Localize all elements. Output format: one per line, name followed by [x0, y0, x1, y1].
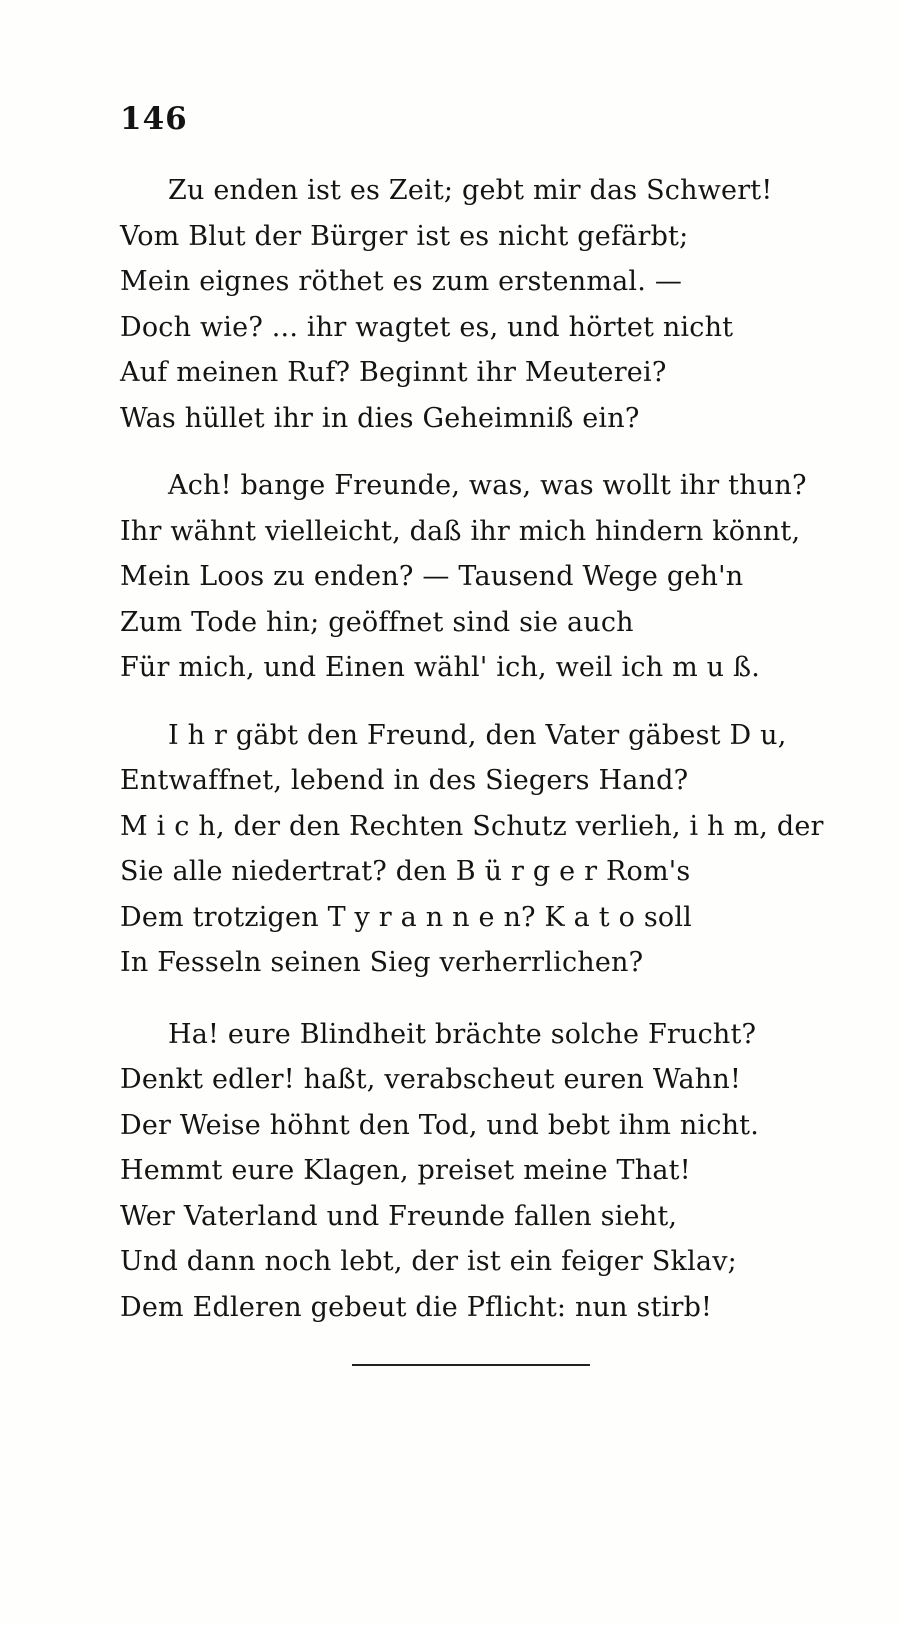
section-rule	[352, 1364, 590, 1366]
poem-line: Doch wie? ... ihr wagtet es, und hörtet nicht	[120, 311, 734, 343]
stanza-3	[120, 713, 840, 986]
poem-line: Der Weise höhnt den Tod, und bebt ihm nicht.	[120, 1109, 760, 1141]
stanza-1	[120, 168, 840, 441]
poem-line: Denkt edler! haßt, verabscheut euren Wahn!	[120, 1064, 742, 1095]
poem-line: Entwaffnet, lebend in des Siegers Hand?	[120, 765, 689, 796]
poem-line: Sie alle niedertrat? den B ü r g e r Rom's	[120, 856, 691, 887]
poem-line: Ha! eure Blindheit brächte solche Frucht?	[168, 1018, 757, 1050]
poem-line: Für mich, und Einen wähl' ich, weil ich m u ß.	[120, 652, 761, 683]
poem-line: Zum Tode hin; geöffnet sind sie auch	[120, 606, 634, 638]
poem-line: Ach! bange Freunde, was, was wollt ihr thun?	[168, 470, 807, 501]
page-number: 146	[120, 101, 188, 137]
poem-line: In Fesseln seinen Sieg verherrlichen?	[120, 947, 644, 978]
poem-line: I h r gäbt den Freund, den Vater gäbest D u,	[168, 719, 787, 751]
poem-line: Hemmt eure Klagen, preiset meine That!	[120, 1155, 691, 1186]
poem-line: Dem trotzigen T y r a n n e n? K a t o soll	[120, 901, 693, 933]
poem-line: Und dann noch lebt, der ist ein feiger Sklav;	[120, 1246, 737, 1277]
poem-line: Wer Vaterland und Freunde fallen sieht,	[120, 1200, 678, 1232]
stanza-4	[120, 1012, 840, 1331]
poem-line: Zu enden ist es Zeit; gebt mir das Schwert!	[168, 175, 773, 206]
poem-line: Vom Blut der Bürger ist es nicht gefärbt;	[120, 220, 689, 252]
stanza-2	[120, 463, 840, 691]
poem-line: Was hüllet ihr in dies Geheimniß ein?	[120, 402, 640, 434]
poem-line: Ihr wähnt vielleicht, daß ihr mich hindern könnt,	[120, 515, 801, 547]
poem-line: Dem Edleren gebeut die Pflicht: nun stirb!	[120, 1291, 713, 1323]
poem-line: Mein Loos zu enden? — Tausend Wege geh'n	[120, 561, 744, 592]
poem-line: M i c h, der den Rechten Schutz verlieh, i h m, der	[120, 810, 824, 842]
poem-text	[120, 168, 840, 1350]
poem-line: Auf meinen Ruf? Beginnt ihr Meuterei?	[120, 357, 667, 388]
poem-line: Mein eignes röthet es zum erstenmal. —	[120, 266, 683, 297]
